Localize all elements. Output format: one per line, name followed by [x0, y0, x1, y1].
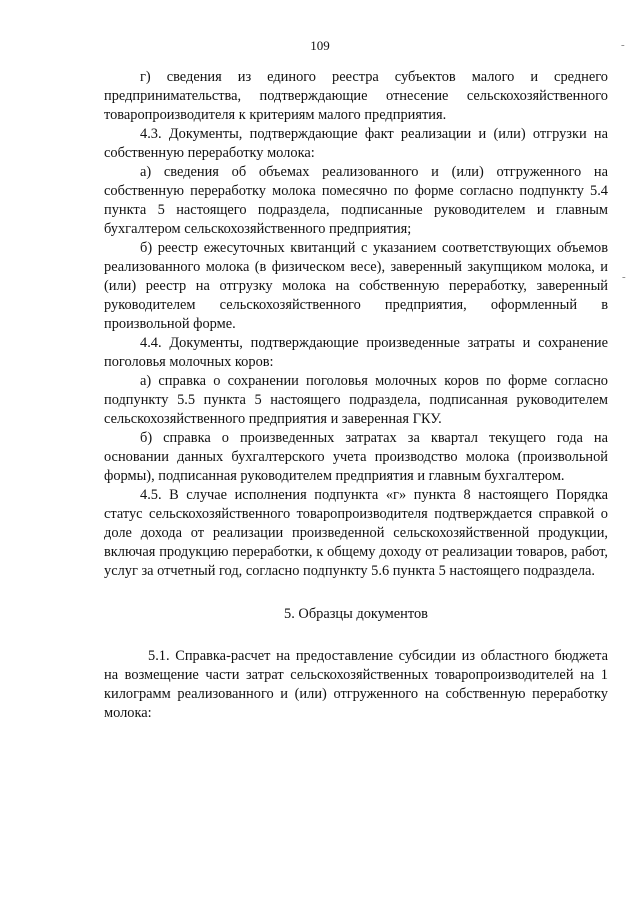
paragraph-4-4: 4.4. Документы, подтверждающие произведенные затраты и сохранение поголовья молочных коров:: [104, 335, 608, 370]
paragraph-4-4-a: а) справка о сохранении поголовья молочных коров по форме согласно подпункту 5.5 пункта 5 настоящего подраздела, подписанная руководителем сельскохозяйственного предприятия и заверенная ГКУ.: [104, 373, 608, 427]
paragraph-4-5: 4.5. В случае исполнения подпункта «г» пункта 8 настоящего Порядка статус сельскохозяйственного товаропроизводителя подтверждается справкой о доле дохода от реализации произведенной сельскохозяйственной продукции, включая продукцию переработки, к общему доходу от реализации товаров, работ, услуг за отчетный год, согласно подпункту 5.6 пункта 5 настоящего подраздела.: [104, 487, 608, 579]
paragraph-4-4-b: б) справка о произведенных затратах за квартал текущего года на основании данных бухгалтерского учета производство молока (произвольной формы), подписанная руководителем предприятия и главным бухгалтером.: [104, 430, 608, 484]
document-body: [104, 68, 608, 723]
paragraph-4-2-g: г) сведения из единого реестра субъектов малого и среднего предпринимательства, подтверждающие отнесение сельскохозяйственного товаропроизводителя к критериям малого предприятия.: [104, 69, 608, 123]
section-heading: 5. Образцы документов: [284, 606, 428, 622]
paragraph-4-3: 4.3. Документы, подтверждающие факт реализации и (или) отгрузки на собственную переработку молока:: [104, 126, 608, 161]
page-number: 109: [310, 38, 330, 53]
paragraph-4-3-a: а) сведения об объемах реализованного и (или) отгруженного на собственную переработку молока помесячно по форме согласно подпункту 5.4 пункта 5 настоящего подраздела, подписанные руководителем и главным бухгалтером сельскохозяйственного предприятия;: [104, 164, 608, 237]
paragraph-4-3-b: б) реестр ежесуточных квитанций с указанием соответствующих объемов реализованного молока (в физическом весе), заверенный закупщиком молока, и (или) реестр на отгрузку молока на собственную переработку, заверенный руководителем сельскохозяйственного предприятия, оформленный в произвольной форме.: [104, 240, 608, 332]
margin-mark: -: [622, 271, 626, 283]
margin-mark: -: [621, 39, 625, 51]
paragraph-5-1: 5.1. Справка-расчет на предоставление субсидии из областного бюджета на возмещение части затрат сельскохозяйственных товаропроизводителей на 1 килограмм реализованного и (или) отгруженного на собственную переработку молока:: [104, 648, 608, 721]
